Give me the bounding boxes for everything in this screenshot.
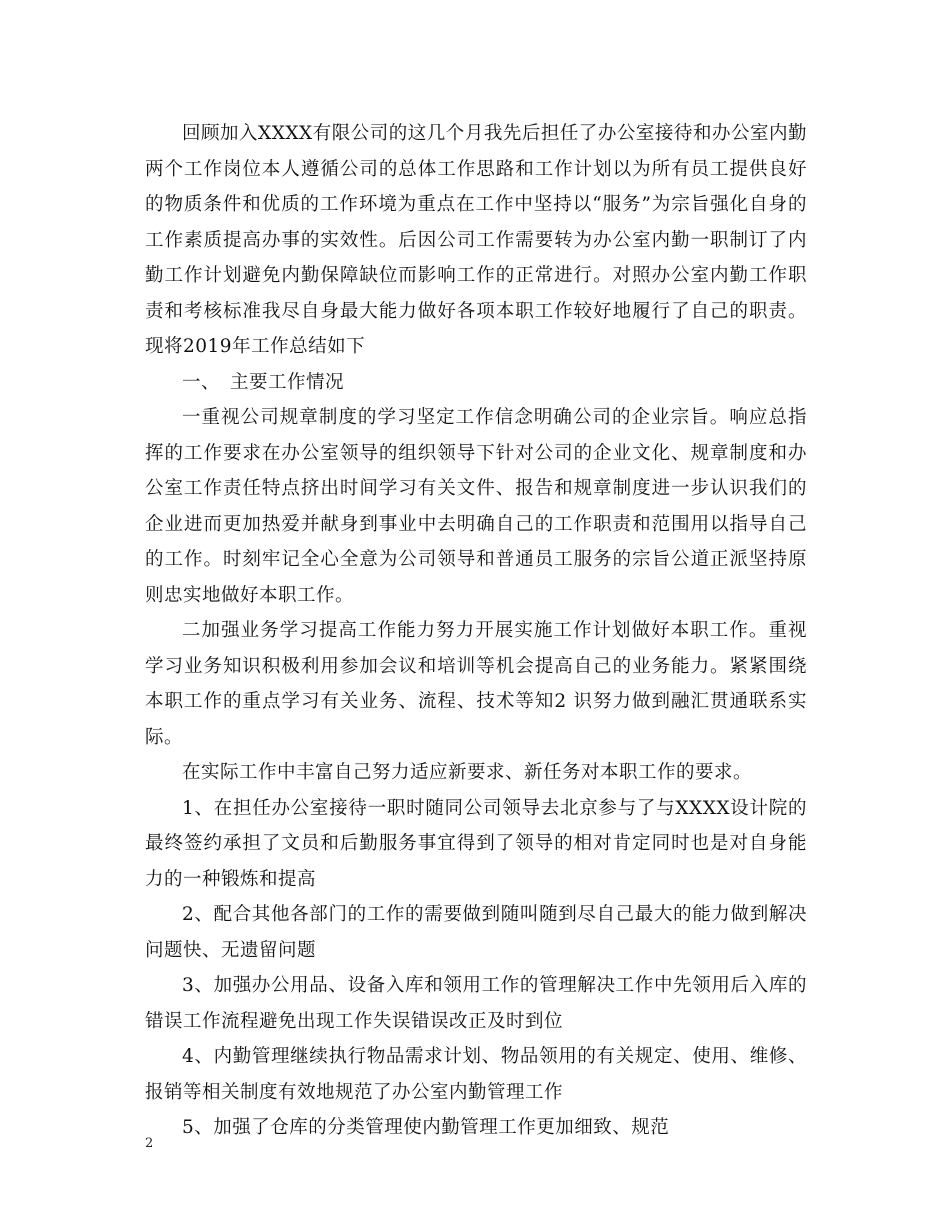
list-item: 4、内勤管理继续执行物品需求计划、物品领用的有关规定、使用、维修、报销等相关制度有效地规范了办公室内勤管理工作 (145, 1046, 807, 1103)
list-item: 1、在担任办公室接待一职时随同公司领导去北京参与了与XXXX设计院的最终签约承担了文员和后勤服务事宜得到了领导的相对肯定同时也是对自身能力的一种锻炼和提高 (145, 797, 807, 890)
list-item: 5、加强了仓库的分类管理使内勤管理工作更加细致、规范 (182, 1117, 670, 1138)
page-number: 2 (145, 1136, 154, 1151)
section-heading-number: 一、 (182, 371, 221, 393)
list-item: 2、配合其他各部门的工作的需要做到随叫随到尽自己最大的能力做到解决问题快、无遗留问题 (145, 904, 807, 961)
section-heading (145, 365, 807, 401)
document-body (145, 116, 807, 1146)
intro-paragraph: 回顾加入XXXX有限公司的这几个月我先后担任了办公室接待和办公室内勤两个工作岗位本人遵循公司的总体工作思路和工作计划以为所有员工提供良好的物质条件和优质的工作环境为重点在工作中坚持以“服务”为宗旨强化自身的工作素质提高办事的实效性。后因公司工作需要转为办公室内勤一职制订了内勤工作计划避免内勤保障缺位而影响工作的正常进行。对照办公室内勤工作职责和考核标准我尽自身最大能力做好各项本职工作较好地履行了自己的职责。现将2019年工作总结如下 (145, 123, 807, 357)
body-paragraph: 在实际工作中丰富自己努力适应新要求、新任务对本职工作的要求。 (182, 762, 753, 783)
body-paragraph: 二加强业务学习提高工作能力努力开展实施工作计划做好本职工作。重视学习业务知识积极利用参加会议和培训等机会提高自己的业务能力。紧紧围绕本职工作的重点学习有关业务、流程、技术等知2 识努力做到融汇贯通联系实际。 (145, 620, 807, 748)
list-item: 3、加强办公用品、设备入库和领用工作的管理解决工作中先领用后入库的错误工作流程避免出现工作失误错误改正及时到位 (145, 975, 807, 1032)
body-paragraph: 一重视公司规章制度的学习坚定工作信念明确公司的企业宗旨。响应总指挥的工作要求在办公室领导的组织领导下针对公司的企业文化、规章制度和办公室工作责任特点挤出时间学习有关文件、报告和规章制度进一步认识我们的企业进而更加热爱并献身到事业中去明确自己的工作职责和范围用以指导自己的工作。时刻牢记全心全意为公司领导和普通员工服务的宗旨公道正派坚持原则忠实地做好本职工作。 (145, 407, 807, 606)
section-heading-title: 主要工作情况 (230, 371, 345, 393)
